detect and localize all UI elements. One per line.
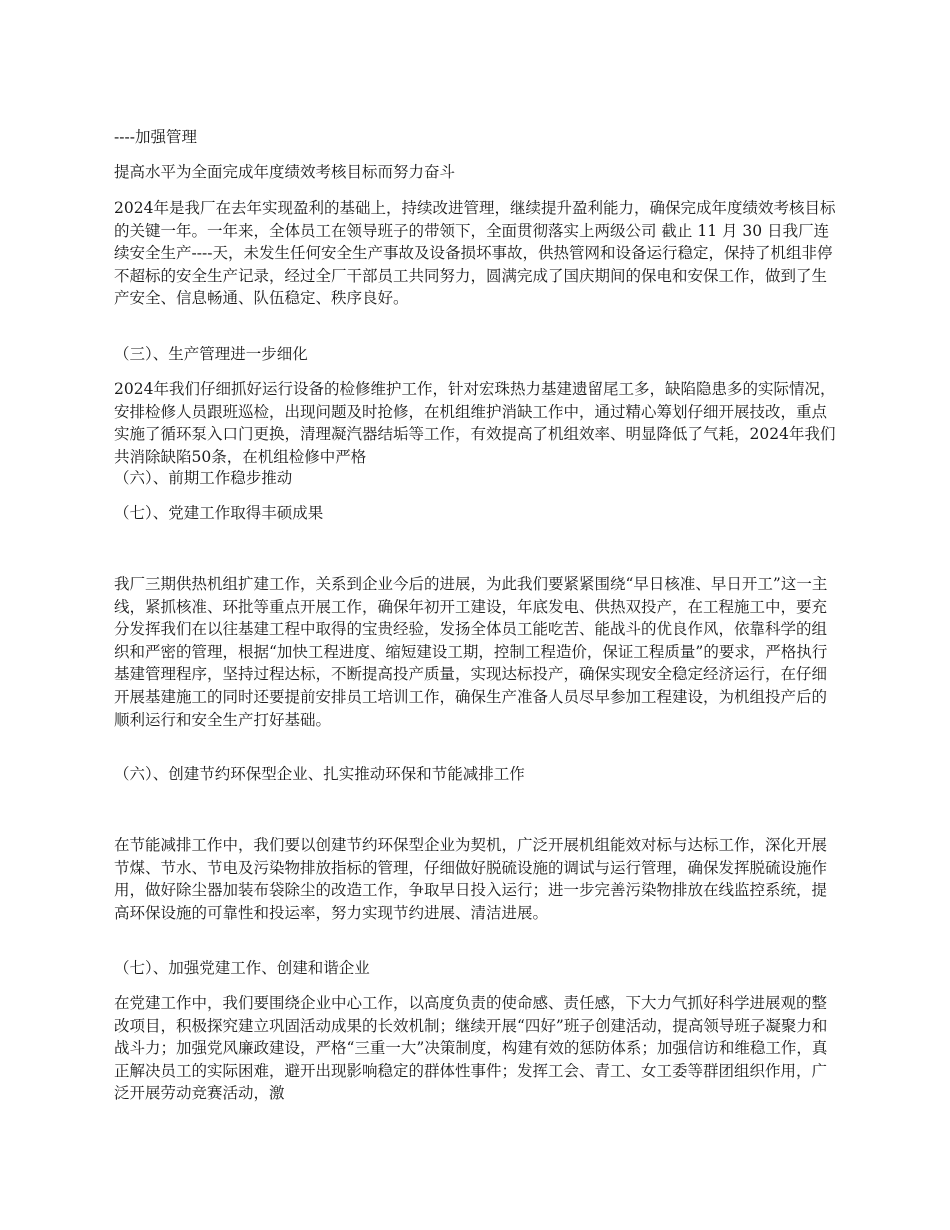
heading-party-building-results: （七）、党建工作取得丰硕成果	[114, 504, 324, 522]
heading-preliminary-work: （六）、前期工作稳步推动	[114, 469, 293, 487]
paragraph-production: 2024年我们仔细抓好运行设备的检修维护工作，针对宏珠热力基建遗留尾工多，缺陷隐患多的实际情况，安排检修人员跟班巡检，出现问题及时抢修，在机组维护消缺工作中，通过精心筹划仔细开展技改，重点实施了循环泵入口门更换，清理凝汽器结垢等工作，有效提高了机组效率、明显降低了气耗，2024年我们共消除缺陷50条，在机组检修中严格	[114, 380, 836, 466]
paragraph-party-work: 在党建工作中，我们要围绕企业中心工作，以高度负责的使命感、责任感，下大力气抓好科学进展观的整改项目，积极探究建立巩固活动成果的长效机制；继续开展“四好”班子创建活动，提高领导班子凝聚力和战斗力；加强党风廉政建设，严格“三重一大”决策制度，构建有效的惩防体系；加强信访和维稳工作，真正解决员工的实际困难，避开出现影响稳定的群体性事件；发挥工会、青工、女工委等群团组织作用，广泛开展劳动竞赛活动，激	[114, 994, 828, 1103]
heading-party-building: （七）、加强党建工作、创建和谐企业	[114, 959, 370, 977]
heading-environmental: （六）、创建节约环保型企业、扎实推动环保和节能减排工作	[114, 765, 525, 783]
heading-production-management: （三）、生产管理进一步细化	[114, 345, 308, 363]
paragraph-intro: 2024年是我厂在去年实现盈利的基础上，持续改进管理，继续提升盈利能力，确保完成年度绩效考核目标的关键一年。一年来，全体员工在领导班子的带领下，全面贯彻落实上两级公司 截止 11 月 30 日我厂连续安全生产----天，未发生任何安全生产事故及设备损坏事故，供热管网和设备运行稳定，保持了机组非停不超标的安全生产记录，经过全厂干部员工共同努力，圆满完成了国庆期间的保电和安保工作，做到了生产安全、信息畅通、队伍稳定、秩序良好。	[114, 199, 836, 308]
paragraph-expansion: 我厂三期供热机组扩建工作，关系到企业今后的进展，为此我们要紧紧围绕“早日核准、早日开工”这一主线，紧抓核准、环批等重点开展工作，确保年初开工建设，年底发电、供热双投产，在工程施工中，要充分发挥我们在以往基建工程中取得的宝贵经验，发扬全体员工能吃苦、能战斗的优良作风，依靠科学的组织和严密的管理，根据“加快工程进度、缩短建设工期，控制工程造价，保证工程质量”的要求，严格执行基建管理程序，坚持过程达标，不断提高投产质量，实现达标投产，确保实现安全稳定经济运行，在仔细开展基建施工的同时还要提前安排员工培训工作，确保生产准备人员尽早参加工程建设，为机组投产后的顺利运行和安全生产打好基础。	[114, 575, 828, 729]
paragraph-energy-saving: 在节能减排工作中，我们要以创建节约环保型企业为契机，广泛开展机组能效对标与达标工作，深化开展节煤、节水、节电及污染物排放指标的管理，仔细做好脱硫设施的调试与运行管理，确保发挥脱硫设施作用，做好除尘器加装布袋除尘的改造工作，争取早日投入运行；进一步完善污染物排放在线监控系统，提高环保设施的可靠性和投运率，努力实现节约进展、清洁进展。	[114, 836, 828, 922]
subtitle-line: 提高水平为全面完成年度绩效考核目标而努力奋斗	[114, 163, 456, 181]
header-line: ----加强管理	[114, 128, 197, 146]
